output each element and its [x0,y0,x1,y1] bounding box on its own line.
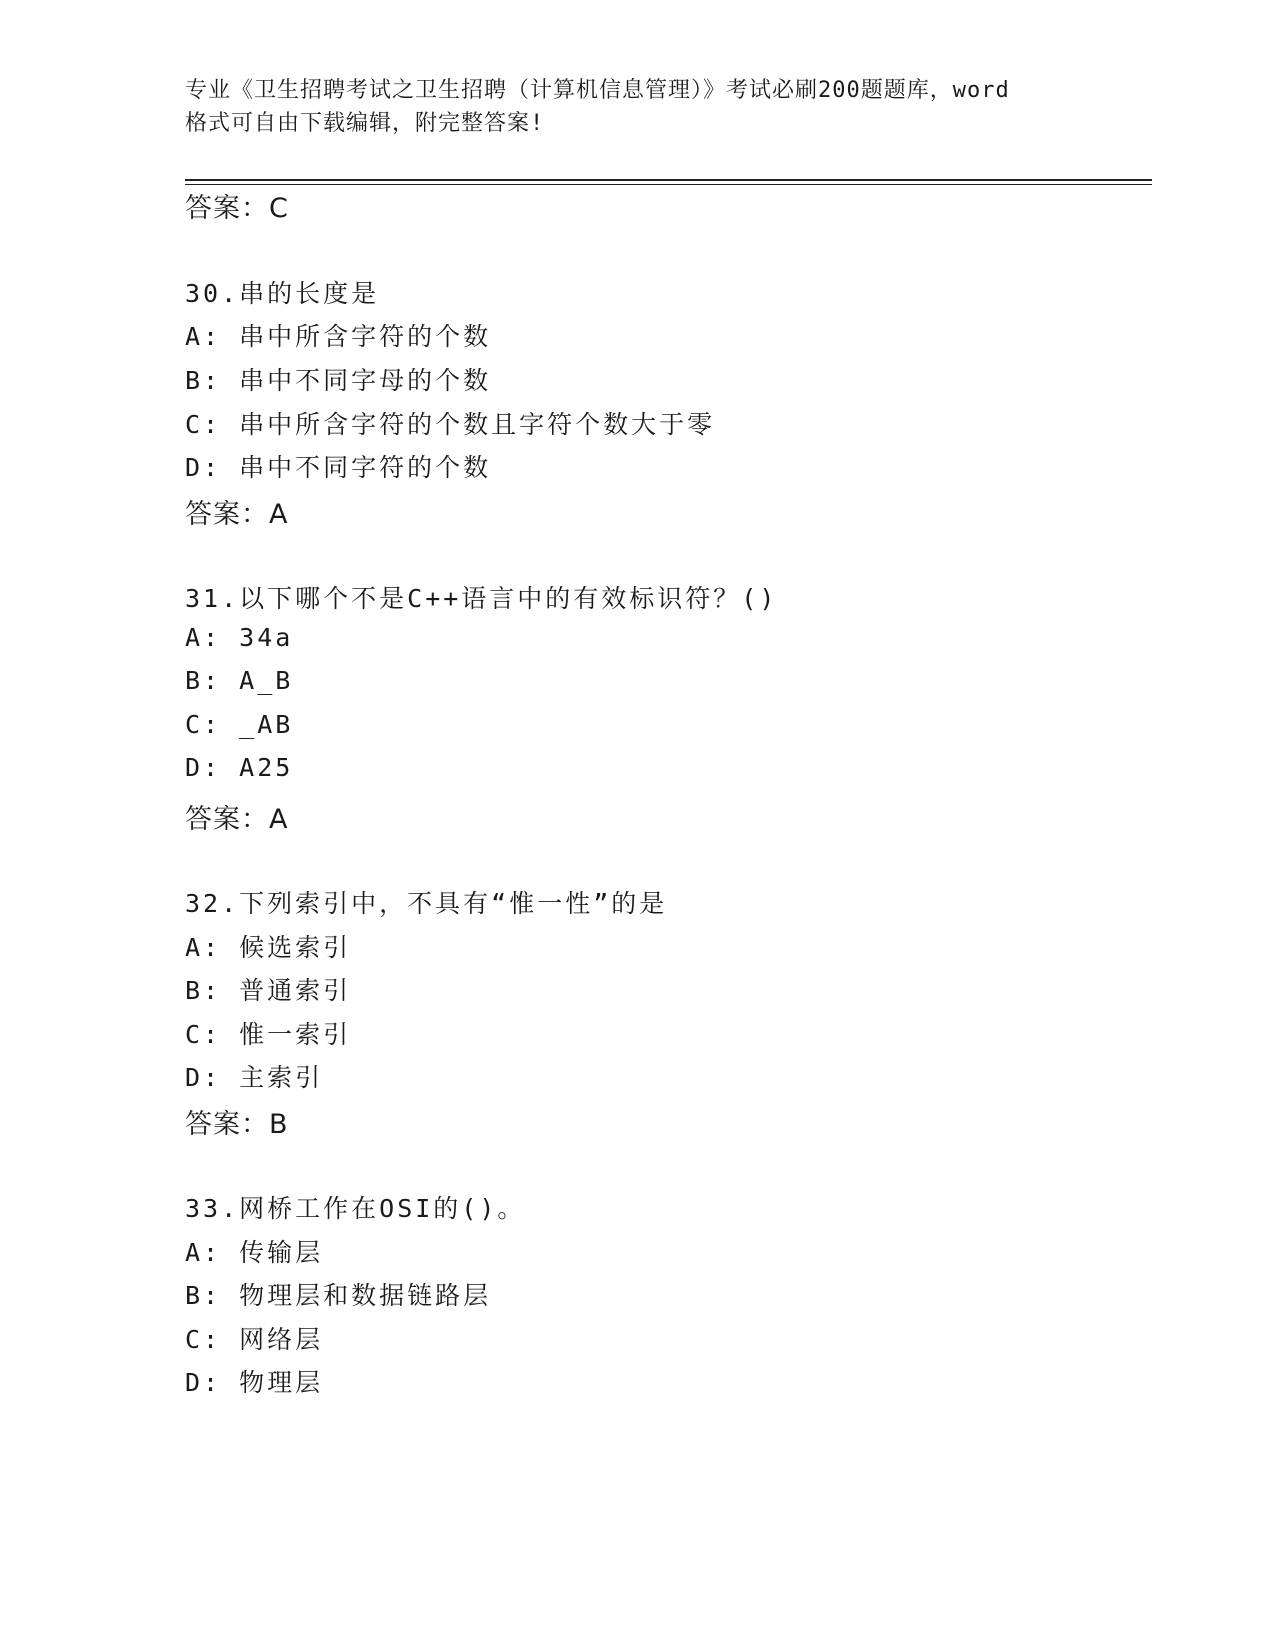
option-a: A: 候选索引 [185,933,352,962]
header-divider-thin [185,184,1152,185]
document-header [185,74,1085,140]
option-a: A: 传输层 [185,1238,324,1267]
question-stem: 33.网桥工作在OSI的()。 [185,1194,526,1223]
answer-prev: 答案：C [185,193,289,224]
header-line-1: 专业《卫生招聘考试之卫生招聘（计算机信息管理）》考试必刷200题题库，word [185,78,1010,103]
option-d: D: 串中不同字符的个数 [185,453,492,482]
option-b: B: 普通索引 [185,976,352,1005]
header-divider-thick [185,179,1152,181]
option-c: C: 惟一索引 [185,1020,352,1049]
option-b: B: A_B [185,666,294,695]
answer: 答案：B [185,1109,289,1140]
option-a: A: 串中所含字符的个数 [185,322,492,351]
header-line-2: 格式可自由下载编辑，附完整答案! [185,111,545,136]
option-b: B: 物理层和数据链路层 [185,1281,492,1310]
question-stem: 30.串的长度是 [185,279,380,308]
option-d: D: A25 [185,753,294,782]
option-a: A: 34a [185,623,294,652]
option-c: C: 网络层 [185,1325,324,1354]
option-b: B: 串中不同字母的个数 [185,366,492,395]
option-d: D: 物理层 [185,1368,324,1397]
question-stem: 31.以下哪个不是C++语言中的有效标识符？() [185,584,778,613]
option-c: C: _AB [185,710,294,739]
option-d: D: 主索引 [185,1063,324,1092]
option-c: C: 串中所含字符的个数且字符个数大于零 [185,410,716,439]
question-stem: 32.下列索引中，不具有“惟一性”的是 [185,889,668,918]
answer: 答案：A [185,499,289,530]
answer: 答案：A [185,804,289,835]
